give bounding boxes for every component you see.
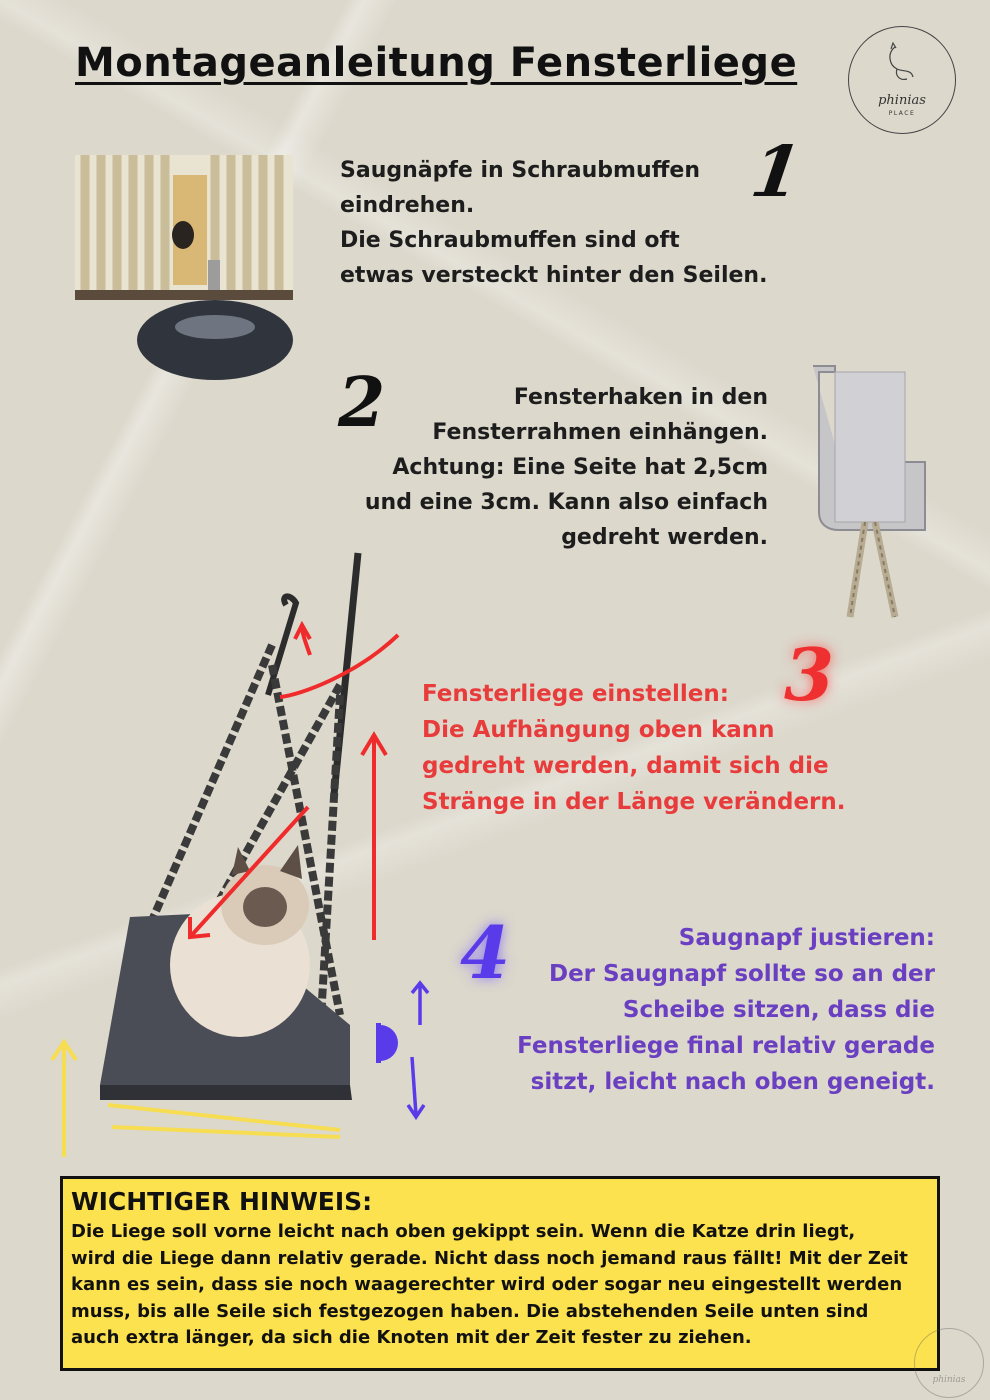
cat-logo-icon <box>877 39 927 89</box>
step-3-number: 3 <box>784 632 835 717</box>
step-1-line: Saugnäpfe in Schraubmuffen <box>340 158 701 183</box>
suction-cup-photo <box>75 155 293 380</box>
step-1-line: etwas versteckt hinter den Seilen. <box>340 263 768 288</box>
page-title: Montageanleitung Fensterliege <box>75 40 798 86</box>
notice-title: WICHTIGER HINWEIS: <box>71 1187 373 1216</box>
step-2-line: und eine 3cm. Kann also einfach <box>364 490 768 515</box>
notice-line: wird die Liege dann relativ gerade. Nicht dass noch jemand raus fällt! Mit der Zeit <box>71 1247 908 1269</box>
step-4-line: Der Saugnapf sollte so an der <box>548 961 935 987</box>
step-3-text <box>422 676 942 820</box>
logo-watermark: phinias <box>914 1328 984 1398</box>
step-3-line: Fensterliege einstellen: <box>422 681 729 707</box>
step-1-number: 1 <box>746 130 807 213</box>
step-3-line: gedreht werden, damit sich die <box>422 753 829 779</box>
step-2-number: 2 <box>338 363 386 443</box>
step-4-line: Scheibe sitzen, dass die <box>622 997 935 1023</box>
step-1-text <box>340 153 810 293</box>
notice-line: Die Liege soll vorne leicht nach oben gekippt sein. Wenn die Katze drin liegt, <box>71 1221 856 1242</box>
step-2-line: Fensterhaken in den <box>513 385 768 410</box>
step-1-line: Die Schraubmuffen sind oft <box>340 228 680 253</box>
step-2-text <box>330 380 768 555</box>
window-hook-photo <box>805 362 935 624</box>
step-2-line: Achtung: Eine Seite hat 2,5cm <box>392 455 768 480</box>
notice-line: muss, bis alle Seile sich festgezogen haben. Die abstehenden Seile unten sind <box>71 1300 869 1322</box>
step-1-line: eindrehen. <box>340 193 475 218</box>
step-4-number: 4 <box>460 910 511 995</box>
important-notice <box>60 1176 940 1371</box>
step-4-line: sitzt, leicht nach oben geneigt. <box>530 1069 935 1095</box>
brand-logo <box>848 26 956 134</box>
notice-line: auch extra länger, da sich die Knoten mit der Zeit fester zu ziehen. <box>71 1327 752 1348</box>
notice-line: kann es sein, dass sie noch waagerechter wird oder sogar neu eingestellt werden <box>71 1274 903 1295</box>
step-2-line: Fensterrahmen einhängen. <box>432 420 768 445</box>
logo-name: phinias <box>878 93 926 108</box>
step-3-line: Die Aufhängung oben kann <box>422 717 775 743</box>
step-4-text <box>470 920 935 1100</box>
logo-subtitle: PLACE <box>888 110 916 117</box>
step-4-line: Fensterliege final relativ gerade <box>517 1033 935 1059</box>
step-3-line: Stränge in der Länge verändern. <box>422 789 846 815</box>
step-2-line: gedreht werden. <box>561 525 768 550</box>
window-hammock-photo <box>40 545 460 1165</box>
step-4-line: Saugnapf justieren: <box>678 925 935 951</box>
notice-body <box>71 1219 929 1352</box>
